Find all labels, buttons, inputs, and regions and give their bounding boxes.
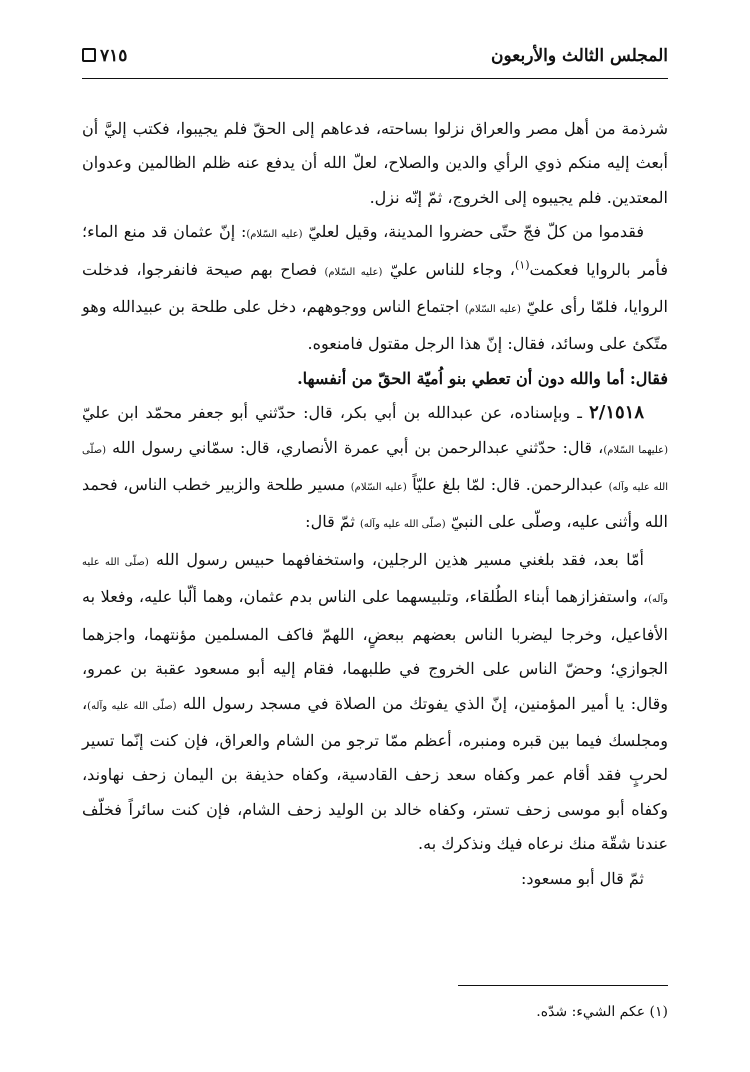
chapter-title: المجلس الثالث والأربعون <box>491 46 668 66</box>
honorific: (عليه السّلام) <box>464 304 521 316</box>
text-run: ، ومجلسك فيما بين قبره ومنبره، أعظم ممّا ترجو من الشام والعراق، فإن كنت إنّما تسير لحربٍ فقد أقام عمر وكفاه سعد زحف القادسية، وكفاه حذيفة بن اليمان زحف نهاوند، وكفاه أبو موسى زحف تستر، وكفاه خالد بن الوليد زحف الشام، فإن كنت سائراً فخلّف عندنا شقّة منك نرعاه فيك ونذكرك به. <box>82 693 668 854</box>
honorific: (صلّى الله عليه وآله) <box>82 556 668 606</box>
hadith-number: ٢/١٥١٨ <box>589 402 644 424</box>
honorific: (عليه السّلام) <box>324 266 383 278</box>
text-run: اجتماع الناس ووجوههم، دخل على طلحة بن عبيدالله وهو متّكئ على وسائد، فقال: إنّ هذا الرجل مقتول فامنعوه. <box>82 297 668 354</box>
honorific: (صلّى الله عليه وآله) <box>82 444 668 494</box>
main-text <box>82 112 668 896</box>
page-number-block <box>82 46 127 66</box>
page-number: ٧١٥ <box>100 46 128 66</box>
running-header <box>82 40 668 74</box>
paragraph-3 <box>82 396 668 543</box>
text-run: ، قال: حدّثني عبدالرحمن بن أبي عمرة الأنصاري، قال: سمّاني رسول الله <box>106 437 604 457</box>
text-run: ثمّ قال أبو مسعود: <box>520 868 644 888</box>
text-run: فقدموا من كلّ فجّ حتّى حضروا المدينة، وقيل لعليّ <box>302 222 645 242</box>
text-run: ثمّ قال: <box>305 512 360 532</box>
honorific: (عليه السّلام) <box>246 229 303 241</box>
paragraph-1 <box>82 112 668 215</box>
paragraph-2-end <box>82 362 668 396</box>
text-run: ، وجاء للناس عليّ <box>382 259 515 279</box>
text-run: عبدالرحمن. قال: لمّا بلغ عليّاً <box>406 475 609 495</box>
text-run: ـ وبإسناده، عن عبدالله بن أبي بكر، قال: حدّثني أبو جعفر محمّد ابن عليّ <box>82 403 590 423</box>
honorific: (عليهما السّلام) <box>603 444 669 456</box>
footnote: (١) عكم الشيء: شدّه. <box>536 1004 668 1020</box>
square-icon <box>82 48 96 62</box>
paragraph-4 <box>82 543 668 862</box>
footnote-rule <box>458 985 668 986</box>
honorific: (صلّى الله عليه وآله) <box>87 700 177 712</box>
footnote-ref[interactable]: (١) <box>514 258 530 272</box>
paragraph-5 <box>82 862 668 896</box>
text-run: أمّا بعد، فقد بلغني مسير هذين الرجلين، واستخفافهما حبيس رسول الله <box>148 549 644 569</box>
honorific: (صلّى الله عليه وآله) <box>359 519 446 531</box>
text-run: فقال: أما والله دون أن تعطي بنو اُميّة الحقّ من أنفسها. <box>297 368 668 388</box>
text-run: : إنّ عثمان قد منع الماء؛ فأمر بالروايا فعكمت <box>82 222 669 279</box>
text-run: مسير طلحة والزبير خطب الناس، فحمد الله وأثنى عليه، وصلّى على النبيّ <box>82 475 668 532</box>
paragraph-2 <box>82 215 668 362</box>
header-rule <box>82 78 668 79</box>
honorific: (عليه السّلام) <box>350 482 407 494</box>
text-run: ، واستفزازهما أبناء الطُلقاء، وتلبيسهما على الناس بدم عثمان، وهما ألّبا عليه، وفعلا به الأفاعيل، وخرجا ليضربا الناس بعضهم ببعضٍ، اللهمّ فاكف المسلمين مؤنتهما، واجزهما الجوازي؛ وحضّ الناس على الخروج في طلبهما، فقام إليه أبو مسعود عقبة بن عمرو، وقال: يا أمير المؤمنين، إنّ الذي يفوتك من الصلاة في مسجد رسول الله <box>82 587 668 713</box>
text-run: شرذمة من أهل مصر والعراق نزلوا بساحته، فدعاهم إلى الحقّ فلم يجيبوا، فكتب إليَّ أن أبعث إليه منكم ذوي الرأي والدين والصلاح، لعلّ الله أن يدفع عنه ظلم الظالمين وعدوان المعتدين. فلم يجيبوه إلى الخروج، ثمّ إنّه نزل. <box>82 119 668 207</box>
text-run: فصاح بهم صيحة فانفرجوا، فدخلت الروايا، فلمّا رأى عليّ <box>82 259 668 317</box>
